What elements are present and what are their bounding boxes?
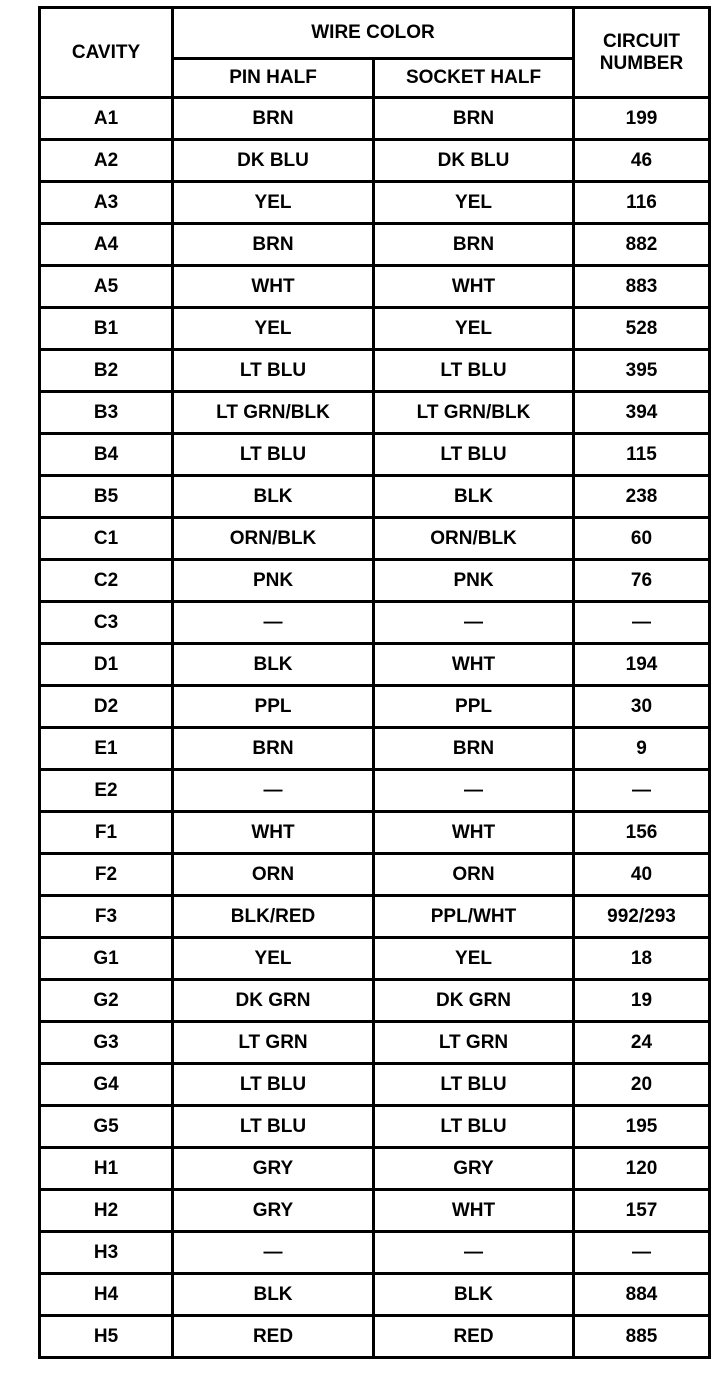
circuit-number-cell: 115 xyxy=(574,434,710,476)
socket-half-cell: DK GRN xyxy=(374,980,574,1022)
circuit-number-cell: 116 xyxy=(574,182,710,224)
circuit-number-cell: 40 xyxy=(574,854,710,896)
pin-half-cell: LT BLU xyxy=(173,350,374,392)
table-row xyxy=(40,560,710,602)
table-row xyxy=(40,896,710,938)
socket-half-cell: ORN/BLK xyxy=(374,518,574,560)
table-row xyxy=(40,686,710,728)
pin-half-cell: BRN xyxy=(173,98,374,140)
socket-half-cell: WHT xyxy=(374,812,574,854)
cavity-cell: D2 xyxy=(40,686,173,728)
cavity-cell: B2 xyxy=(40,350,173,392)
cavity-cell: C1 xyxy=(40,518,173,560)
circuit-number-cell: 24 xyxy=(574,1022,710,1064)
table-row xyxy=(40,980,710,1022)
circuit-header-line1: CIRCUIT xyxy=(602,30,681,52)
pin-half-cell: GRY xyxy=(173,1190,374,1232)
cavity-cell: F1 xyxy=(40,812,173,854)
pin-half-cell: LT BLU xyxy=(173,434,374,476)
circuit-number-cell: 76 xyxy=(574,560,710,602)
table-row xyxy=(40,1148,710,1190)
circuit-number-cell: 195 xyxy=(574,1106,710,1148)
table-row xyxy=(40,1106,710,1148)
table-row xyxy=(40,182,710,224)
pin-half-cell: PNK xyxy=(173,560,374,602)
cavity-cell: A4 xyxy=(40,224,173,266)
socket-half-header: SOCKET HALF xyxy=(374,59,574,98)
socket-half-cell: GRY xyxy=(374,1148,574,1190)
pin-half-cell: YEL xyxy=(173,938,374,980)
wire-color-header: WIRE COLOR xyxy=(173,8,574,59)
table-row xyxy=(40,1190,710,1232)
pin-half-cell: BLK xyxy=(173,476,374,518)
cavity-cell: H3 xyxy=(40,1232,173,1274)
circuit-number-cell: 46 xyxy=(574,140,710,182)
pin-half-cell: BLK/RED xyxy=(173,896,374,938)
circuit-number-cell: 19 xyxy=(574,980,710,1022)
cavity-cell: G3 xyxy=(40,1022,173,1064)
table-row xyxy=(40,392,710,434)
circuit-number-cell: 885 xyxy=(574,1316,710,1358)
circuit-number-cell: — xyxy=(574,1232,710,1274)
circuit-number-cell: 9 xyxy=(574,728,710,770)
cavity-cell: B5 xyxy=(40,476,173,518)
pin-half-cell: — xyxy=(173,1232,374,1274)
cavity-cell: H5 xyxy=(40,1316,173,1358)
table-row xyxy=(40,140,710,182)
socket-half-cell: PPL/WHT xyxy=(374,896,574,938)
table-row xyxy=(40,1022,710,1064)
circuit-number-cell: 395 xyxy=(574,350,710,392)
cavity-cell: H2 xyxy=(40,1190,173,1232)
socket-half-cell: PNK xyxy=(374,560,574,602)
socket-half-cell: — xyxy=(374,1232,574,1274)
socket-half-cell: LT BLU xyxy=(374,350,574,392)
table-row xyxy=(40,854,710,896)
header-row-top xyxy=(40,8,710,59)
socket-half-cell: LT GRN xyxy=(374,1022,574,1064)
pin-half-cell: GRY xyxy=(173,1148,374,1190)
table-row xyxy=(40,98,710,140)
pin-half-cell: — xyxy=(173,770,374,812)
pin-half-cell: ORN/BLK xyxy=(173,518,374,560)
connector-pinout-table-container xyxy=(38,6,708,1359)
socket-half-cell: DK BLU xyxy=(374,140,574,182)
socket-half-cell: RED xyxy=(374,1316,574,1358)
pin-half-cell: DK BLU xyxy=(173,140,374,182)
cavity-cell: A5 xyxy=(40,266,173,308)
socket-half-cell: WHT xyxy=(374,266,574,308)
cavity-cell: H4 xyxy=(40,1274,173,1316)
table-row xyxy=(40,1316,710,1358)
cavity-cell: C2 xyxy=(40,560,173,602)
cavity-header: CAVITY xyxy=(40,8,173,98)
cavity-cell: G5 xyxy=(40,1106,173,1148)
socket-half-cell: BRN xyxy=(374,728,574,770)
socket-half-cell: — xyxy=(374,602,574,644)
table-row xyxy=(40,1274,710,1316)
pin-half-cell: — xyxy=(173,602,374,644)
socket-half-cell: YEL xyxy=(374,182,574,224)
pin-half-cell: BRN xyxy=(173,224,374,266)
cavity-cell: G4 xyxy=(40,1064,173,1106)
pin-half-cell: BLK xyxy=(173,644,374,686)
table-row xyxy=(40,1232,710,1274)
pin-half-cell: DK GRN xyxy=(173,980,374,1022)
circuit-number-cell: 30 xyxy=(574,686,710,728)
circuit-number-cell: 199 xyxy=(574,98,710,140)
circuit-number-cell: 882 xyxy=(574,224,710,266)
socket-half-cell: BLK xyxy=(374,476,574,518)
circuit-number-cell: 992/293 xyxy=(574,896,710,938)
circuit-number-header xyxy=(574,8,710,98)
cavity-cell: F3 xyxy=(40,896,173,938)
cavity-cell: A2 xyxy=(40,140,173,182)
table-row xyxy=(40,224,710,266)
socket-half-cell: BLK xyxy=(374,1274,574,1316)
pin-half-cell: WHT xyxy=(173,266,374,308)
table-row xyxy=(40,350,710,392)
socket-half-cell: PPL xyxy=(374,686,574,728)
cavity-cell: E2 xyxy=(40,770,173,812)
circuit-number-cell: — xyxy=(574,770,710,812)
cavity-cell: B3 xyxy=(40,392,173,434)
circuit-number-cell: 194 xyxy=(574,644,710,686)
cavity-cell: G1 xyxy=(40,938,173,980)
circuit-number-cell: 18 xyxy=(574,938,710,980)
circuit-number-cell: 528 xyxy=(574,308,710,350)
cavity-cell: E1 xyxy=(40,728,173,770)
circuit-number-cell: — xyxy=(574,602,710,644)
cavity-cell: B4 xyxy=(40,434,173,476)
socket-half-cell: YEL xyxy=(374,938,574,980)
cavity-cell: D1 xyxy=(40,644,173,686)
cavity-cell: A3 xyxy=(40,182,173,224)
pin-half-cell: YEL xyxy=(173,182,374,224)
cavity-cell: B1 xyxy=(40,308,173,350)
circuit-number-cell: 60 xyxy=(574,518,710,560)
pin-half-cell: LT BLU xyxy=(173,1064,374,1106)
pin-half-cell: YEL xyxy=(173,308,374,350)
table-row xyxy=(40,644,710,686)
cavity-cell: H1 xyxy=(40,1148,173,1190)
circuit-number-cell: 20 xyxy=(574,1064,710,1106)
table-row xyxy=(40,518,710,560)
pin-half-header: PIN HALF xyxy=(173,59,374,98)
socket-half-cell: LT BLU xyxy=(374,1106,574,1148)
socket-half-cell: BRN xyxy=(374,98,574,140)
socket-half-cell: YEL xyxy=(374,308,574,350)
pin-half-cell: BRN xyxy=(173,728,374,770)
socket-half-cell: — xyxy=(374,770,574,812)
table-row xyxy=(40,602,710,644)
table-row xyxy=(40,812,710,854)
connector-pinout-table xyxy=(38,6,711,1359)
table-row xyxy=(40,938,710,980)
circuit-number-cell: 238 xyxy=(574,476,710,518)
circuit-number-cell: 120 xyxy=(574,1148,710,1190)
pin-half-cell: WHT xyxy=(173,812,374,854)
table-row xyxy=(40,434,710,476)
pin-half-cell: ORN xyxy=(173,854,374,896)
socket-half-cell: LT GRN/BLK xyxy=(374,392,574,434)
cavity-cell: C3 xyxy=(40,602,173,644)
socket-half-cell: LT BLU xyxy=(374,1064,574,1106)
circuit-number-cell: 157 xyxy=(574,1190,710,1232)
socket-half-cell: WHT xyxy=(374,644,574,686)
circuit-number-cell: 156 xyxy=(574,812,710,854)
pin-half-cell: LT GRN xyxy=(173,1022,374,1064)
table-header xyxy=(40,8,710,98)
table-body xyxy=(40,98,710,1358)
circuit-number-cell: 394 xyxy=(574,392,710,434)
pin-half-cell: RED xyxy=(173,1316,374,1358)
circuit-number-cell: 884 xyxy=(574,1274,710,1316)
pin-half-cell: PPL xyxy=(173,686,374,728)
socket-half-cell: WHT xyxy=(374,1190,574,1232)
table-row xyxy=(40,476,710,518)
cavity-cell: G2 xyxy=(40,980,173,1022)
pin-half-cell: LT BLU xyxy=(173,1106,374,1148)
table-row xyxy=(40,728,710,770)
socket-half-cell: LT BLU xyxy=(374,434,574,476)
table-row xyxy=(40,770,710,812)
table-row xyxy=(40,266,710,308)
socket-half-cell: ORN xyxy=(374,854,574,896)
table-row xyxy=(40,308,710,350)
cavity-cell: A1 xyxy=(40,98,173,140)
circuit-header-line2: NUMBER xyxy=(599,52,684,74)
socket-half-cell: BRN xyxy=(374,224,574,266)
pin-half-cell: BLK xyxy=(173,1274,374,1316)
pin-half-cell: LT GRN/BLK xyxy=(173,392,374,434)
table-row xyxy=(40,1064,710,1106)
cavity-cell: F2 xyxy=(40,854,173,896)
circuit-number-cell: 883 xyxy=(574,266,710,308)
